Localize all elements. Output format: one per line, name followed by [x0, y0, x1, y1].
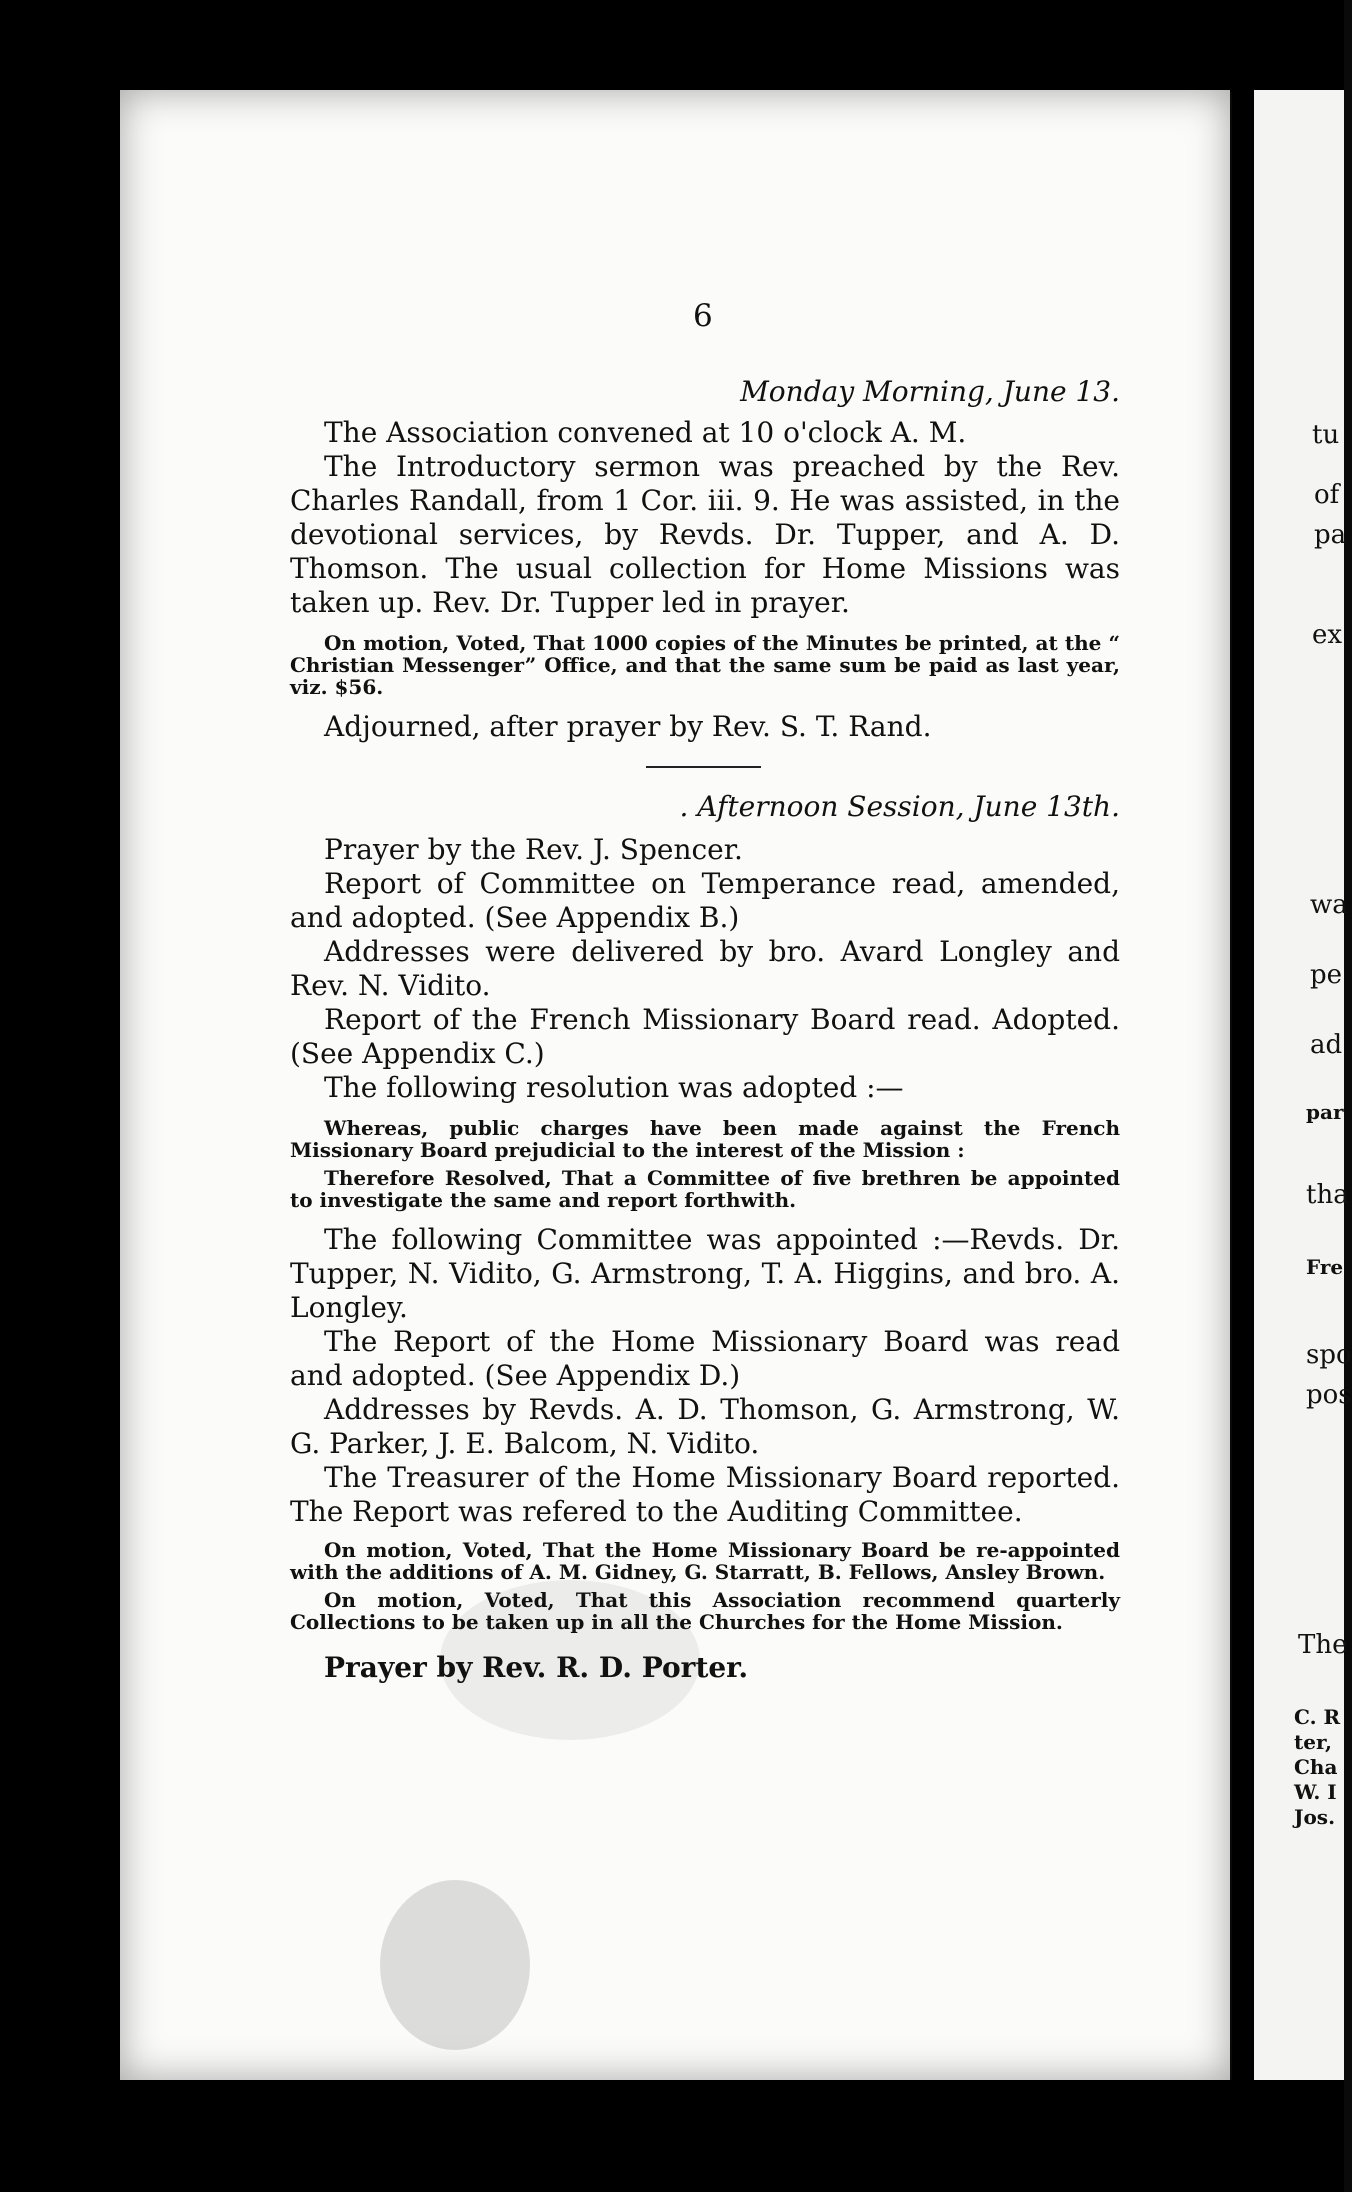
facing-fragment: pe	[1310, 960, 1343, 990]
paragraph: The following resolution was adopted :—	[324, 1071, 904, 1104]
whereas-clause: Whereas, public charges have been made against the French Missionary Board prejudicial to the interest of the Mission :	[290, 1116, 1120, 1162]
closing-prayer: Prayer by Rev. R. D. Porter.	[324, 1651, 749, 1684]
facing-fragment: wa	[1310, 890, 1348, 920]
facing-fragment: The	[1298, 1630, 1348, 1660]
motion-note: On motion, Voted, That 1000 copies of the Minutes be printed, at the “ Christian Messenger” Office, and that the same sum be paid as last year, viz. $56.	[290, 631, 1120, 699]
paragraph: Addresses were delivered by bro. Avard Longley and Rev. N. Vidito.	[290, 935, 1120, 1002]
paragraph: Report of Committee on Temperance read, amended, and adopted. (See Appendix B.)	[290, 867, 1120, 934]
paragraph: Report of the French Missionary Board read. Adopted. (See Appendix C.)	[290, 1003, 1120, 1070]
paragraph: The Treasurer of the Home Missionary Board reported. The Report was refered to the Auditing Committee.	[290, 1461, 1120, 1528]
section-heading-afternoon: . Afternoon Session, June 13th.	[679, 790, 1120, 823]
facing-fragment: ex	[1312, 620, 1343, 650]
facing-fragment: C. R	[1294, 1705, 1341, 1729]
paragraph: The following Committee was appointed :—Revds. Dr. Tupper, N. Vidito, G. Armstrong, T. A. Higgins, and bro. A. Longley.	[290, 1223, 1120, 1324]
facing-fragment: W. I	[1294, 1780, 1337, 1804]
motion-note: On motion, Voted, That this Association recommend quarterly Collections to be taken up in all the Churches for the Home Mission.	[290, 1588, 1120, 1634]
facing-fragment: Jos.	[1294, 1805, 1336, 1829]
page-body	[290, 375, 1120, 1685]
facing-fragment: tha	[1306, 1180, 1349, 1210]
facing-fragment: pos	[1306, 1380, 1352, 1410]
page-number: 6	[693, 298, 713, 334]
paragraph: Prayer by the Rev. J. Spencer.	[324, 833, 743, 866]
facing-fragment: ter,	[1294, 1730, 1333, 1754]
paragraph: The Introductory sermon was preached by the Rev. Charles Randall, from 1 Cor. iii. 9. He was assisted, in the devotional services, by Revds. Dr. Tupper, and A. D. Thomson. The usual collection for Home Missions was taken up. Rev. Dr. Tupper led in prayer.	[290, 450, 1120, 619]
facing-fragment: pa	[1314, 520, 1347, 550]
ink-stain	[380, 1880, 530, 2050]
facing-fragment: par	[1306, 1100, 1344, 1124]
facing-fragment: tu	[1312, 420, 1340, 450]
facing-fragment: spo	[1306, 1340, 1352, 1370]
scan-border-top	[0, 0, 1344, 92]
section-divider	[646, 766, 761, 768]
page-gutter	[1232, 80, 1254, 2100]
paragraph: The Association convened at 10 o'clock A. M.	[324, 416, 967, 449]
adjourned-line: Adjourned, after prayer by Rev. S. T. Rand.	[324, 710, 932, 743]
section-heading-monday: Monday Morning, June 13.	[740, 375, 1120, 408]
paragraph: The Report of the Home Missionary Board was read and adopted. (See Appendix D.)	[290, 1325, 1120, 1392]
motion-note: On motion, Voted, That the Home Missionary Board be re-appointed with the additions of A. M. Gidney, G. Starratt, B. Fellows, Ansley Brown.	[290, 1538, 1120, 1584]
facing-fragment: of	[1314, 480, 1340, 510]
facing-fragment: Cha	[1294, 1755, 1338, 1779]
resolved-clause: Therefore Resolved, That a Committee of five brethren be appointed to investigate the same and report forthwith.	[290, 1166, 1120, 1212]
paragraph: Addresses by Revds. A. D. Thomson, G. Armstrong, W. G. Parker, J. E. Balcom, N. Vidito.	[290, 1393, 1120, 1460]
facing-fragment: ad	[1310, 1030, 1343, 1060]
facing-fragment: Fre	[1306, 1255, 1344, 1279]
scan-border-bottom	[0, 2080, 1344, 2192]
